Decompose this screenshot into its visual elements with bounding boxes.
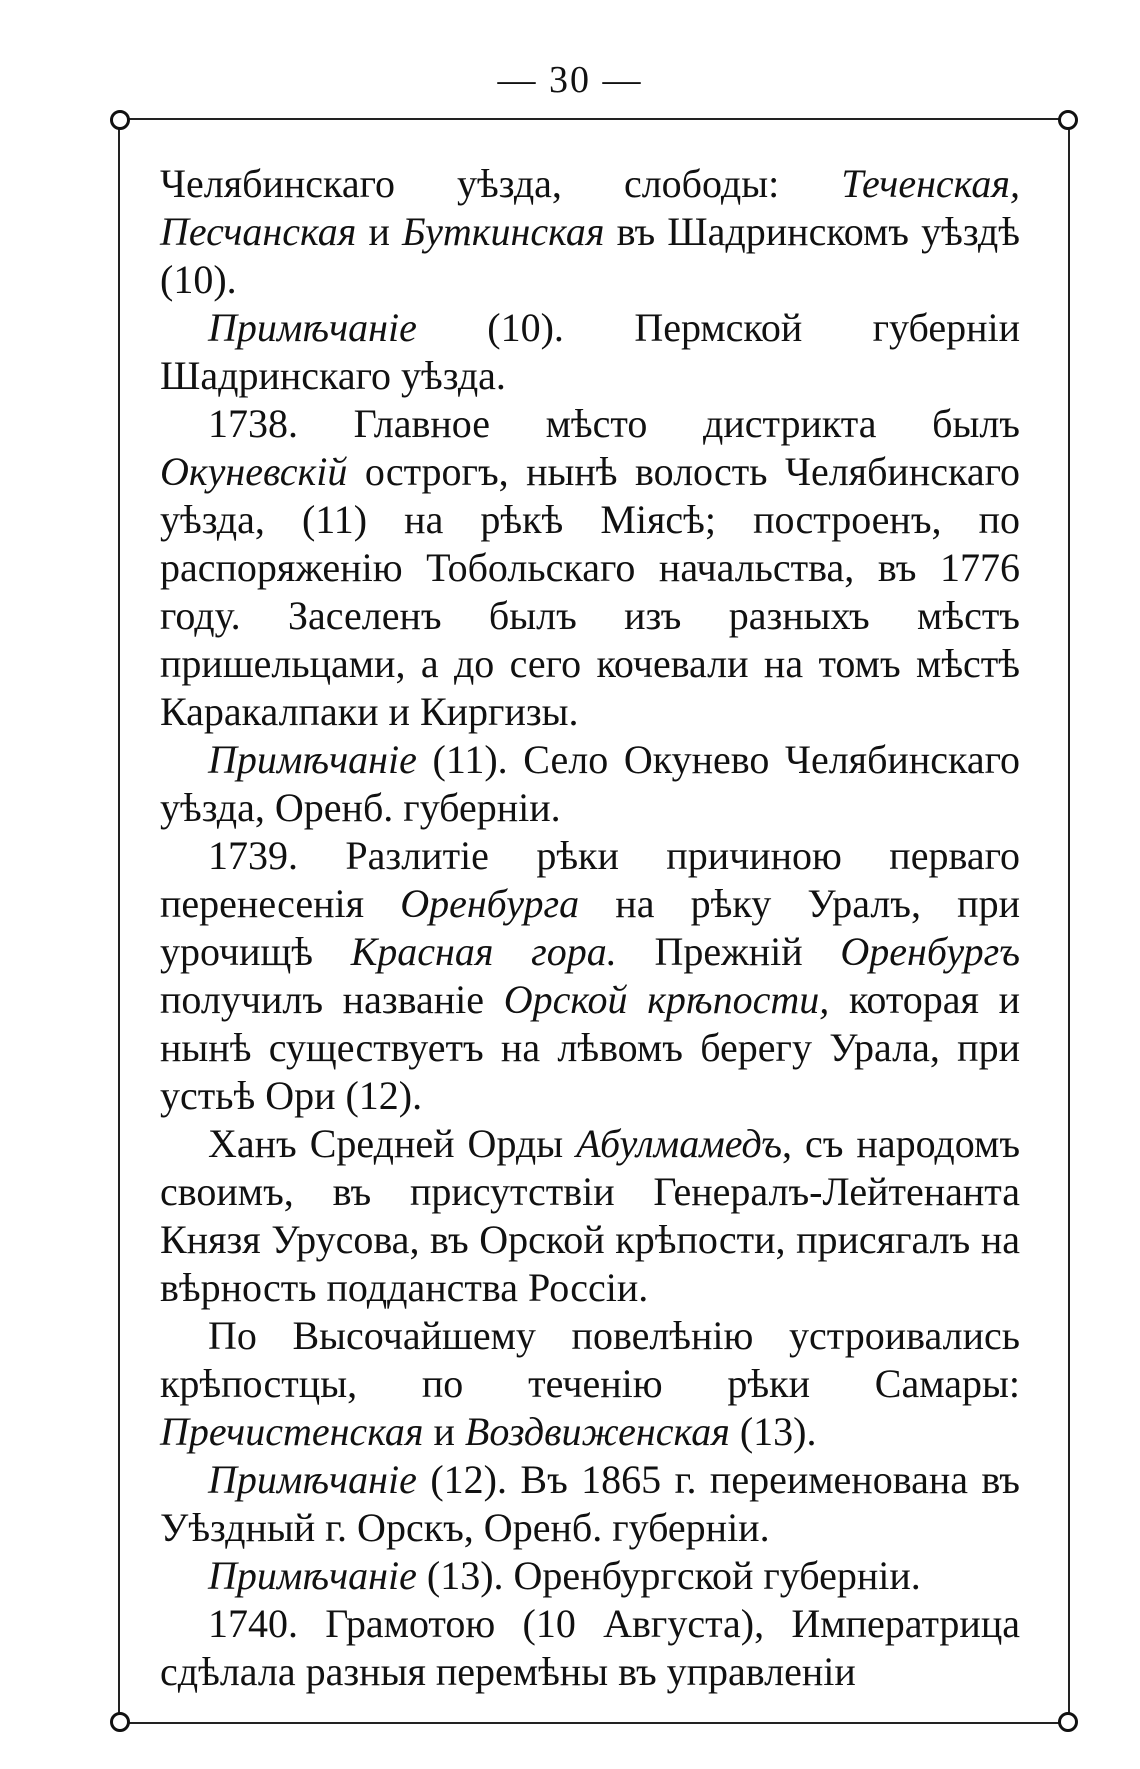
italic-text: Оренбурга [400, 881, 580, 926]
page-number: — 30 — [497, 59, 643, 101]
text-run: и [423, 1409, 465, 1454]
text-run: Челябинскаго уѣзда, слободы: [160, 161, 842, 206]
paragraph-p3 [160, 400, 1020, 736]
text-run: Ханъ Средней Орды [208, 1121, 577, 1166]
paragraph-p4 [160, 736, 1020, 832]
italic-text: Примѣчаніе [208, 737, 417, 782]
corner-ornament-bottom-left [110, 1712, 130, 1732]
paragraph-p5 [160, 832, 1020, 1120]
text-run: 1739. Разлитіе рѣки причиною перваго перенесенія [160, 833, 1020, 926]
corner-ornament-top-right [1058, 110, 1078, 130]
text-run: По Высочайшему повелѣнію устроивались крѣпостцы, по теченію рѣки Самары: [160, 1313, 1020, 1406]
italic-text: Теченская, Песчанская [160, 161, 1020, 254]
italic-text: Оренбургъ [840, 929, 1020, 974]
text-run: (11). Село Окунево Челябинскаго уѣзда, Оренб. губерніи. [160, 737, 1020, 830]
italic-text: Красная гора. [350, 929, 617, 974]
italic-text: Примѣчаніе [208, 1553, 417, 1598]
paragraph-p9 [160, 1552, 1020, 1600]
italic-text: Воздвиженская [464, 1409, 730, 1454]
text-run: 1740. Грамотою (10 Августа), Императрица сдѣлала разныя перемѣны въ управленіи [160, 1601, 1020, 1694]
paragraph-p6 [160, 1120, 1020, 1312]
text-run: въ Шадринскомъ уѣздѣ (10). [160, 209, 1020, 302]
italic-text: Примѣчаніе [208, 1457, 417, 1502]
paragraph-p10 [160, 1600, 1020, 1696]
text-run: (10). Пермской губерніи Шадринскаго уѣзда. [160, 305, 1020, 398]
paragraph-p1 [160, 160, 1020, 304]
text-run: которая и нынѣ существуетъ на лѣвомъ берегу Урала, при устьѣ Ори (12). [160, 977, 1021, 1118]
paragraph-p8 [160, 1456, 1020, 1552]
text-run: 1738. Главное мѣсто дистрикта былъ [208, 401, 1020, 446]
text-run: острогъ, нынѣ волость Челябинскаго уѣзда, (11) на рѣкѣ Міясѣ; построенъ, по распоряженію Тобольскаго начальства, въ 1776 году. Заселенъ былъ изъ разныхъ мѣстъ пришельцами, а до сего кочевали на томъ мѣстѣ Каракалпаки и Киргизы. [160, 449, 1020, 734]
text-run: Прежній [616, 929, 841, 974]
corner-ornament-bottom-right [1058, 1712, 1078, 1732]
corner-ornament-top-left [110, 110, 130, 130]
paragraph-p2 [160, 304, 1020, 400]
paragraph-p7 [160, 1312, 1020, 1456]
text-run: , съ народомъ своимъ, въ присутствіи Генералъ-Лейтенанта Князя Урусова, въ Орской крѣпости, присягалъ на вѣрность подданства Россіи. [160, 1121, 1020, 1310]
text-run: и [356, 209, 403, 254]
text-run: получилъ названіе [160, 977, 504, 1022]
text-run: (12). Въ 1865 г. переименована въ Уѣздный г. Орскъ, Оренб. губерніи. [160, 1457, 1020, 1550]
text-run: на рѣку Уралъ, при урочищѣ [160, 881, 1020, 974]
italic-text: Примѣчаніе [208, 305, 417, 350]
text-run: (13). [729, 1409, 817, 1454]
italic-text: Окуневскій [160, 449, 348, 494]
body-text [160, 160, 1020, 1696]
italic-text: Орской крѣпости, [503, 977, 830, 1022]
text-run: (13). Оренбургской губерніи. [416, 1553, 921, 1598]
italic-text: Буткинская [402, 209, 605, 254]
italic-text: Пречистенская [160, 1409, 424, 1454]
italic-text: Абулмамедъ [576, 1121, 782, 1166]
